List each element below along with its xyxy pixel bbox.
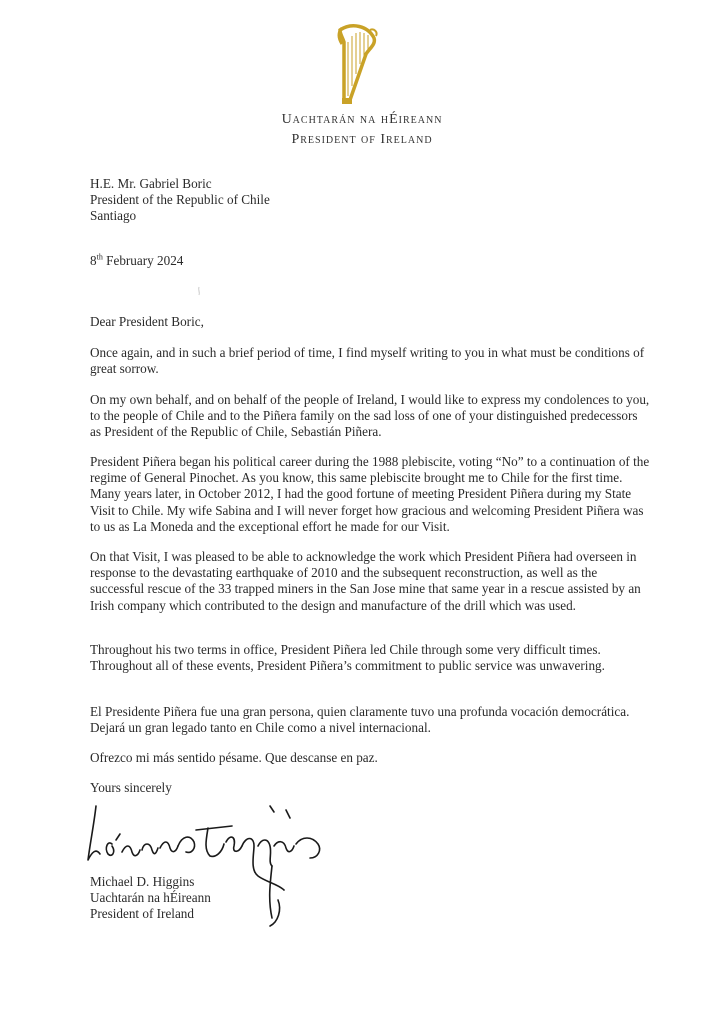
date-rest: February 2024 (102, 253, 184, 268)
date-suffix: th (96, 252, 103, 262)
scan-speck (196, 286, 202, 296)
recipient-title: President of the Republic of Chile (90, 192, 270, 208)
signer-name: Michael D. Higgins (90, 874, 195, 889)
paragraph-6: El Presidente Piñera fue una gran persona, quien claramente tuvo una profunda vocación democrática. Dejará un gran legado tanto en Chile como a nivel internacional. (90, 704, 630, 736)
recipient-address (90, 176, 650, 225)
paragraph-5: Throughout his two terms in office, President Piñera led Chile through some very difficult times. Throughout all of these events, President Piñera’s commitment to public service was unwavering. (90, 642, 605, 674)
recipient-city: Santiago (90, 208, 137, 224)
letterhead-english: President of Ireland (291, 132, 433, 147)
paragraph-4: On that Visit, I was pleased to be able to acknowledge the work which President Piñera had overseen in response to the devastating earthquake of 2010 and the subsequent reconstruction, as well as the successful rescue of the 33 trapped miners in the San Jose mine that same year in a rescue assisted by an Irish company which contributed to the design and manufacture of the drill which was used. (90, 549, 641, 613)
date-day: 8 (90, 253, 97, 268)
paragraph-7: Ofrezco mi más sentido pésame. Que descanse en paz. (90, 750, 378, 765)
letterhead-irish: Uachtarán na hÉireann (281, 112, 443, 127)
harp-icon (330, 22, 382, 108)
paragraph-1: Once again, and in such a brief period of time, I find myself writing to you in what must be conditions of great sorrow. (90, 345, 645, 377)
letter-date (90, 253, 650, 269)
paragraph-3: President Piñera began his political career during the 1988 plebiscite, voting “No” to a continuation of the regime of General Pinochet. As you know, this same plebiscite brought me to Chile for the first time. Many years later, in October 2012, I had the good fortune of meeting President Piñera during my State Visit to Chile. My wife Sabina and I will never forget how gracious and welcoming President Piñera was to us as La Moneda and the exceptional effort he made for our Visit. (90, 454, 650, 534)
signer-title-english: President of Ireland (90, 906, 194, 922)
signer-block (90, 874, 650, 923)
paragraph-2: On my own behalf, and on behalf of the people of Ireland, I would like to express my condolences to you, to the people of Chile and to the Piñera family on the sad loss of one of your distinguished predecessors as President of the Republic of Chile, Sebastián Piñera. (90, 392, 650, 440)
closing: Yours sincerely (90, 780, 172, 795)
salutation: Dear President Boric, (90, 314, 204, 329)
signer-title-irish: Uachtarán na hÉireann (90, 890, 211, 906)
recipient-name: H.E. Mr. Gabriel Boric (90, 176, 212, 191)
